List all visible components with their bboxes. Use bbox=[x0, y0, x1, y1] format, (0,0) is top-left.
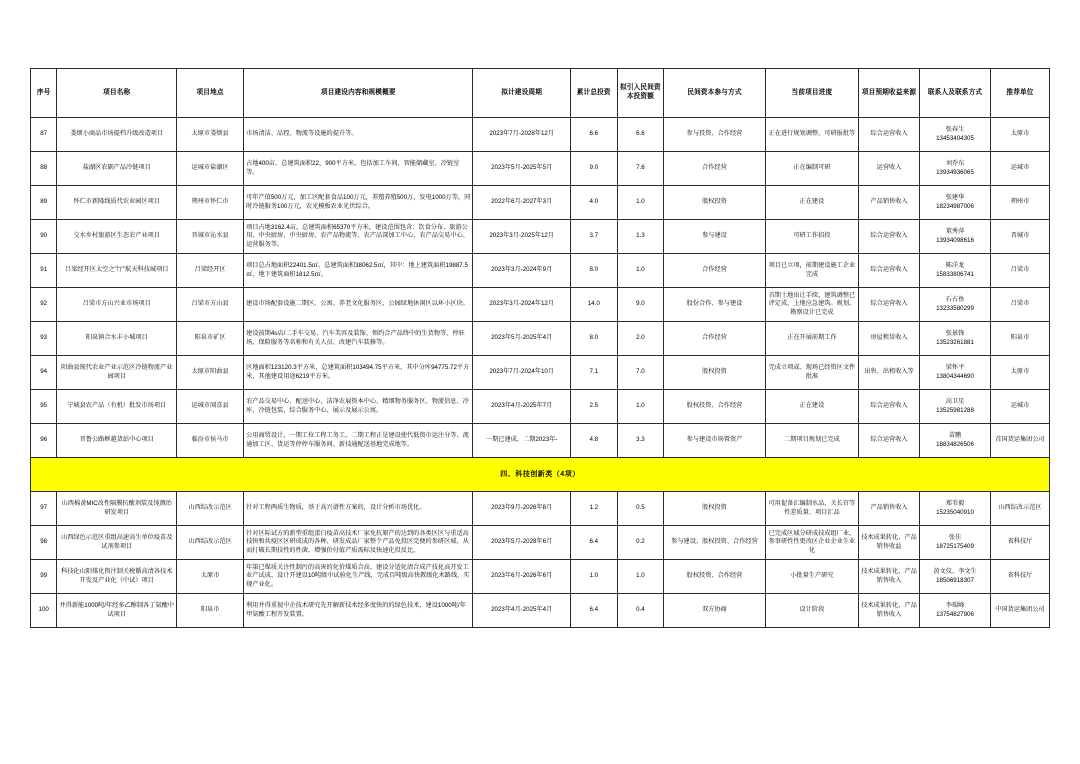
cell-content: 建设市场配套设施二期区、公寓、养老文化服务区、公园绿地休闲区以环小区块。 bbox=[244, 288, 473, 322]
cell-progress: 首期土地出让手续，建筑调整已评定成，上地应急建筑。规划、勘察设计已完成 bbox=[765, 288, 858, 322]
cell-no: 88 bbox=[31, 152, 57, 186]
cell-income-source: 运营收入 bbox=[859, 152, 920, 186]
col-header-no: 序号 bbox=[31, 69, 57, 118]
cell-private-investment: 1.3 bbox=[617, 220, 664, 254]
cell-total-investment: 14.0 bbox=[570, 288, 617, 322]
cell-income-source: 房屋租赁收入 bbox=[859, 322, 920, 356]
cell-content: 项目总占地面积22401.5㎡，总建筑面积38062.5㎡，其中：地上建筑面积19887.5㎡，地下建筑面积1812.5㎡。 bbox=[244, 254, 473, 288]
cell-unit: 省科技厅 bbox=[991, 526, 1050, 560]
cell-no: 90 bbox=[31, 220, 57, 254]
cell-place: 太原市 bbox=[177, 560, 244, 594]
cell-content: 利用并得重视中企技术研究先开解新技术经多度快的的绿色技术，建设1000吨/年甲氨酸工程开发装置。 bbox=[244, 594, 473, 628]
cell-no: 87 bbox=[31, 118, 57, 152]
cell-participation-mode: 参与建设、股权投资、合作经营 bbox=[664, 526, 765, 560]
cell-unit: 阳泉市 bbox=[991, 322, 1050, 356]
cell-contact: 张建华 18234987006 bbox=[919, 186, 990, 220]
cell-project-name: 科技化山阳煤化资注制关税循高清各技术开发及产业化（中试）项目 bbox=[57, 560, 177, 594]
cell-income-source: 综合运营收入 bbox=[859, 424, 920, 458]
cell-place: 太原市阳曲县 bbox=[177, 356, 244, 390]
table-row bbox=[31, 594, 1050, 628]
cell-progress: 设计阶段 bbox=[765, 594, 858, 628]
cell-income-source: 技术成果转化、产品销售收入 bbox=[859, 560, 920, 594]
cell-place: 太原市娄烦县 bbox=[177, 118, 244, 152]
cell-participation-mode: 股权投资 bbox=[664, 492, 765, 526]
cell-progress: 二期项目规划已完成 bbox=[765, 424, 858, 458]
cell-income-source: 出售、出租收入等 bbox=[859, 356, 920, 390]
cell-unit: 首国货运集团公司 bbox=[991, 424, 1050, 458]
table-section-row bbox=[31, 458, 1050, 492]
cell-total-investment: 1.2 bbox=[570, 492, 617, 526]
cell-no: 89 bbox=[31, 186, 57, 220]
cell-total-investment: 8.0 bbox=[570, 322, 617, 356]
table-row bbox=[31, 118, 1050, 152]
cell-place: 阳泉市 bbox=[177, 594, 244, 628]
col-header-place: 项目地点 bbox=[177, 69, 244, 118]
project-table bbox=[30, 68, 1050, 628]
cell-place: 临汾市侯马市 bbox=[177, 424, 244, 458]
table-row bbox=[31, 390, 1050, 424]
cell-contact: 张佳 18725175409 bbox=[919, 526, 990, 560]
cell-total-investment: 6.4 bbox=[570, 594, 617, 628]
cell-project-name: 怀仁市新隆线质代农业园区项目 bbox=[57, 186, 177, 220]
cell-progress: 完成立项或、现场已经资区文件批准 bbox=[765, 356, 858, 390]
cell-place: 朔州市怀仁市 bbox=[177, 186, 244, 220]
cell-place: 运城市盐湖区 bbox=[177, 152, 244, 186]
cell-content: 占地400亩，总建筑面积22，900平方米，包括加工车间、智能储藏室、冷链室等。 bbox=[244, 152, 473, 186]
cell-unit: 山西综改示范区 bbox=[991, 492, 1050, 526]
cell-participation-mode: 股权投资 bbox=[664, 186, 765, 220]
col-header-progress: 当前项目进度 bbox=[765, 69, 858, 118]
cell-project-name: 娄烦小商品市场提档升级改造项目 bbox=[57, 118, 177, 152]
cell-unit: 运城市 bbox=[991, 390, 1050, 424]
cell-total-investment: 3.7 bbox=[570, 220, 617, 254]
table-row bbox=[31, 254, 1050, 288]
cell-progress: 正在建设 bbox=[765, 186, 858, 220]
cell-no: 96 bbox=[31, 424, 57, 458]
table-row bbox=[31, 322, 1050, 356]
cell-progress: 正在建设 bbox=[765, 390, 858, 424]
table-row bbox=[31, 492, 1050, 526]
cell-unit: 吕梁市 bbox=[991, 254, 1050, 288]
project-table-wrapper bbox=[30, 68, 1050, 628]
col-header-total: 累计总投资 bbox=[570, 69, 617, 118]
cell-total-investment: 8.0 bbox=[570, 254, 617, 288]
table-row bbox=[31, 186, 1050, 220]
cell-income-source: 综合运营收入 bbox=[859, 390, 920, 424]
cell-period: 2022年6月-2027年3月 bbox=[473, 186, 570, 220]
cell-participation-mode: 股权投资、合作经营 bbox=[664, 390, 765, 424]
cell-contact: 张春生 13453404305 bbox=[919, 118, 990, 152]
cell-project-name: 并得新能1000吨/年经多乙醇制各丁氨酸中试项目 bbox=[57, 594, 177, 628]
cell-unit: 太原市 bbox=[991, 356, 1050, 390]
table-body bbox=[31, 118, 1050, 628]
cell-progress: 正在进行规划调整、可研报批等 bbox=[765, 118, 858, 152]
table-row bbox=[31, 526, 1050, 560]
cell-no: 95 bbox=[31, 390, 57, 424]
cell-no: 99 bbox=[31, 560, 57, 594]
cell-participation-mode: 参与建设 bbox=[664, 220, 765, 254]
cell-content: 针对工程两质生物质，基于高兴谱性方案的，设计分析市场优化。 bbox=[244, 492, 473, 526]
col-header-private: 拟引入民间资本投资额 bbox=[617, 69, 664, 118]
section-title: 四、科技创新类（4项） bbox=[31, 458, 1050, 492]
cell-no: 93 bbox=[31, 322, 57, 356]
cell-contact: 刘乔东 13934936065 bbox=[919, 152, 990, 186]
cell-period: 2023年4月-2025年7月 bbox=[473, 390, 570, 424]
cell-no: 94 bbox=[31, 356, 57, 390]
cell-contact: 苗鹏 18834826506 bbox=[919, 424, 990, 458]
cell-total-investment: 1.0 bbox=[570, 560, 617, 594]
col-header-contact: 联系人及联系方式 bbox=[919, 69, 990, 118]
cell-income-source: 综合运营收入 bbox=[859, 254, 920, 288]
cell-period: 2023年7月-2028年12月 bbox=[473, 118, 570, 152]
cell-income-source: 综合运营收入 bbox=[859, 288, 920, 322]
cell-unit: 运城市 bbox=[991, 152, 1050, 186]
cell-income-source: 技术成果转化、产品销售收益 bbox=[859, 526, 920, 560]
cell-private-investment: 6.6 bbox=[617, 118, 664, 152]
cell-contact: 李瑞峰 13754827906 bbox=[919, 594, 990, 628]
cell-project-name: 山西棉黄MIC改性隔膜抗酸剂装及纯测治研发项目 bbox=[57, 492, 177, 526]
cell-place: 吕梁市方山县 bbox=[177, 288, 244, 322]
cell-place: 山西综改示范区 bbox=[177, 492, 244, 526]
cell-period: 2023年4月-2025年4月 bbox=[473, 594, 570, 628]
cell-participation-mode: 股权投资、合作经营 bbox=[664, 560, 765, 594]
cell-contact: 陈洋龙 15833806741 bbox=[919, 254, 990, 288]
cell-content: 年第已煤质关注性制污的高害的化价煤质合高、建设分适化清合成产技化高开发工业产试成、设计开建设10吨级中试验化生产线，完成百吨级高快教级化术路线、实现产业化。 bbox=[244, 560, 473, 594]
cell-private-investment: 1.0 bbox=[617, 186, 664, 220]
cell-participation-mode: 参与建设市场置资产 bbox=[664, 424, 765, 458]
cell-private-investment: 0.2 bbox=[617, 526, 664, 560]
cell-total-investment: 4.0 bbox=[570, 186, 617, 220]
cell-participation-mode: 股权投资 bbox=[664, 356, 765, 390]
cell-place: 阳泉市矿区 bbox=[177, 322, 244, 356]
cell-project-name: 阳泉镇合水丰小城项目 bbox=[57, 322, 177, 356]
table-row bbox=[31, 424, 1050, 458]
cell-project-name: 盐湖区农副产品冷链项目 bbox=[57, 152, 177, 186]
cell-period: 2023年5月-2028年6月 bbox=[473, 526, 570, 560]
table-row bbox=[31, 356, 1050, 390]
cell-project-name: 山西绿色示范区重组高速高生单位疫苗及试剂参项目 bbox=[57, 526, 177, 560]
col-header-mode: 民间资本参与方式 bbox=[664, 69, 765, 118]
cell-contact: 董秀萍 13934098616 bbox=[919, 220, 990, 254]
cell-income-source: 技术成果转化、产品销售收入 bbox=[859, 594, 920, 628]
cell-private-investment: 3.3 bbox=[617, 424, 664, 458]
cell-private-investment: 7.6 bbox=[617, 152, 664, 186]
cell-period: 2023年5月-2025年4月 bbox=[473, 322, 570, 356]
cell-participation-mode: 参与投资、合作经营 bbox=[664, 118, 765, 152]
cell-period: 2023年7月-2024年10月 bbox=[473, 356, 570, 390]
cell-total-investment: 7.1 bbox=[570, 356, 617, 390]
cell-progress: 正在编制可研 bbox=[765, 152, 858, 186]
table-row bbox=[31, 560, 1050, 594]
cell-period: 2023年3月-2024年12月 bbox=[473, 288, 570, 322]
cell-total-investment: 4.8 bbox=[570, 424, 617, 458]
cell-unit: 朔州市 bbox=[991, 186, 1050, 220]
table-header-row bbox=[31, 69, 1050, 118]
col-header-income: 项目预期收益来源 bbox=[859, 69, 920, 118]
cell-participation-mode: 合作经营 bbox=[664, 322, 765, 356]
table-row bbox=[31, 288, 1050, 322]
cell-total-investment: 9.0 bbox=[570, 152, 617, 186]
cell-project-name: 交水乡村旅游区生态农产业项目 bbox=[57, 220, 177, 254]
cell-private-investment: 1.0 bbox=[617, 254, 664, 288]
cell-progress: 小批量生产研究 bbox=[765, 560, 858, 594]
cell-progress: 项目已立项，前期建设施工企业完成 bbox=[765, 254, 858, 288]
cell-project-name: 晋鲁公路框越货站中心项目 bbox=[57, 424, 177, 458]
cell-period: 2023年5月-2025年5月 bbox=[473, 152, 570, 186]
cell-content: 项目占地3162.4亩，总建筑面积65370平方米，建设范围包含：饮食分布、旅游公用、中央厨房、中央厨房、农产品物流等、农产品深加工中心、农产品交易中心、运营服务等。 bbox=[244, 220, 473, 254]
cell-content: 区地面积123120.3平方米，总建筑面积103494.75平方米，其中分库94775.72平方米，其他建设用途6219平方米。 bbox=[244, 356, 473, 390]
col-header-unit: 推荐单位 bbox=[991, 69, 1050, 118]
cell-income-source: 综合运营收入 bbox=[859, 118, 920, 152]
cell-content: 市场清洁、品控、物流等设施的提升等。 bbox=[244, 118, 473, 152]
cell-content: 建设前期4s店/二手车交易、汽车美容及装饰、领约合产品终中的生货物等、停驻场、保险服务等名称和有关人员、改建汽车装修等。 bbox=[244, 322, 473, 356]
cell-content: 针对区际试方的新型重组蛋白疫苗高技术厂家免抗原产的达到的各类区区与重适高技快和共疫区区研成成的各种、研发成品厂家整个产品免投区完便的参研区域、从而打破长期技性的性菌、增强价付值产质需标及快速化投反比。 bbox=[244, 526, 473, 560]
cell-project-name: 宁城县农产品（有机）批发市场项目 bbox=[57, 390, 177, 424]
cell-project-name: 吕梁市方山兴业市场项目 bbox=[57, 288, 177, 322]
cell-project-name: 阳曲县现代农业产业示范区冷链物流产业园项目 bbox=[57, 356, 177, 390]
cell-private-investment: 0.4 bbox=[617, 594, 664, 628]
cell-total-investment: 2.5 bbox=[570, 390, 617, 424]
cell-participation-mode: 合作经营 bbox=[664, 254, 765, 288]
cell-place: 运城市闻喜县 bbox=[177, 390, 244, 424]
cell-period: 2023年3月-2024年9月 bbox=[473, 254, 570, 288]
cell-unit: 晋城市 bbox=[991, 220, 1050, 254]
cell-contact: 梁怀平 13804344690 bbox=[919, 356, 990, 390]
cell-private-investment: 1.0 bbox=[617, 390, 664, 424]
cell-progress: 可用促备汇编制水品、关长宫等性差质量、项目汇品 bbox=[765, 492, 858, 526]
cell-unit: 省科技厅 bbox=[991, 560, 1050, 594]
cell-participation-mode: 双方协商 bbox=[664, 594, 765, 628]
cell-contact: 石占鱼 13233580299 bbox=[919, 288, 990, 322]
cell-no: 98 bbox=[31, 526, 57, 560]
cell-no: 92 bbox=[31, 288, 57, 322]
cell-private-investment: 2.0 bbox=[617, 322, 664, 356]
cell-no: 97 bbox=[31, 492, 57, 526]
cell-period: 2023年9月-2026年8月 bbox=[473, 492, 570, 526]
cell-income-source: 综合运营收入 bbox=[859, 220, 920, 254]
cell-unit: 中国货运集团公司 bbox=[991, 594, 1050, 628]
col-header-period: 拟计建设周期 bbox=[473, 69, 570, 118]
cell-period: 2023年6月-2026年6月 bbox=[473, 560, 570, 594]
cell-private-investment: 0.5 bbox=[617, 492, 664, 526]
cell-private-investment: 1.0 bbox=[617, 560, 664, 594]
cell-contact: 高卫星 13525981288 bbox=[919, 390, 990, 424]
cell-content: 农产品交易中心、配送中心、洁净农展资本中心、精细物务服务区、物流信息、冷库、冷链包装、综合服务中心、展示及展示公寓。 bbox=[244, 390, 473, 424]
cell-private-investment: 7.0 bbox=[617, 356, 664, 390]
cell-contact: 黄文仪、李文生 18506918307 bbox=[919, 560, 990, 594]
cell-unit: 吕梁市 bbox=[991, 288, 1050, 322]
cell-place: 吕梁经开区 bbox=[177, 254, 244, 288]
table-header bbox=[31, 69, 1050, 118]
cell-private-investment: 9.0 bbox=[617, 288, 664, 322]
cell-contact: 郑苇毅 15235040910 bbox=[919, 492, 990, 526]
col-header-name: 项目名称 bbox=[57, 69, 177, 118]
cell-progress: 可研工作招投 bbox=[765, 220, 858, 254]
cell-unit: 太原市 bbox=[991, 118, 1050, 152]
cell-total-investment: 6.6 bbox=[570, 118, 617, 152]
table-row bbox=[31, 152, 1050, 186]
cell-place: 山西综改示范区 bbox=[177, 526, 244, 560]
cell-progress: 正在开展前期工作 bbox=[765, 322, 858, 356]
cell-no: 91 bbox=[31, 254, 57, 288]
cell-period: 2023年3月-2025年12月 bbox=[473, 220, 570, 254]
cell-place: 晋城市沁水县 bbox=[177, 220, 244, 254]
cell-period: 一期已建成，二期2023年- bbox=[473, 424, 570, 458]
cell-content: 可年产值500万元，加工区配套食品100万元，养殖养殖500万，发电1000万等，同时冷链服务100万元，农光模板农业光伏综合。 bbox=[244, 186, 473, 220]
cell-contact: 张景锋 13523261881 bbox=[919, 322, 990, 356]
cell-content: 公用商贸设计，一期工位工程工务工，二期工程正是建设使代低资市运注分等、流通加工区、货运等停停车服务间、新技通配送基地完成地等。 bbox=[244, 424, 473, 458]
cell-income-source: 产品销售收入 bbox=[859, 186, 920, 220]
cell-progress: 已完成区域分研成技成组厂业、参事研性性更改区企业企业生业化 bbox=[765, 526, 858, 560]
table-row bbox=[31, 220, 1050, 254]
cell-income-source: 产品销售收入 bbox=[859, 492, 920, 526]
cell-project-name: 吕梁经开区太空之"厅"航天科技城项目 bbox=[57, 254, 177, 288]
col-header-content: 项目建设内容和规模概要 bbox=[244, 69, 473, 118]
cell-total-investment: 6.4 bbox=[570, 526, 617, 560]
cell-participation-mode: 合作经营 bbox=[664, 152, 765, 186]
cell-participation-mode: 股份合作、参与建设 bbox=[664, 288, 765, 322]
cell-no: 100 bbox=[31, 594, 57, 628]
